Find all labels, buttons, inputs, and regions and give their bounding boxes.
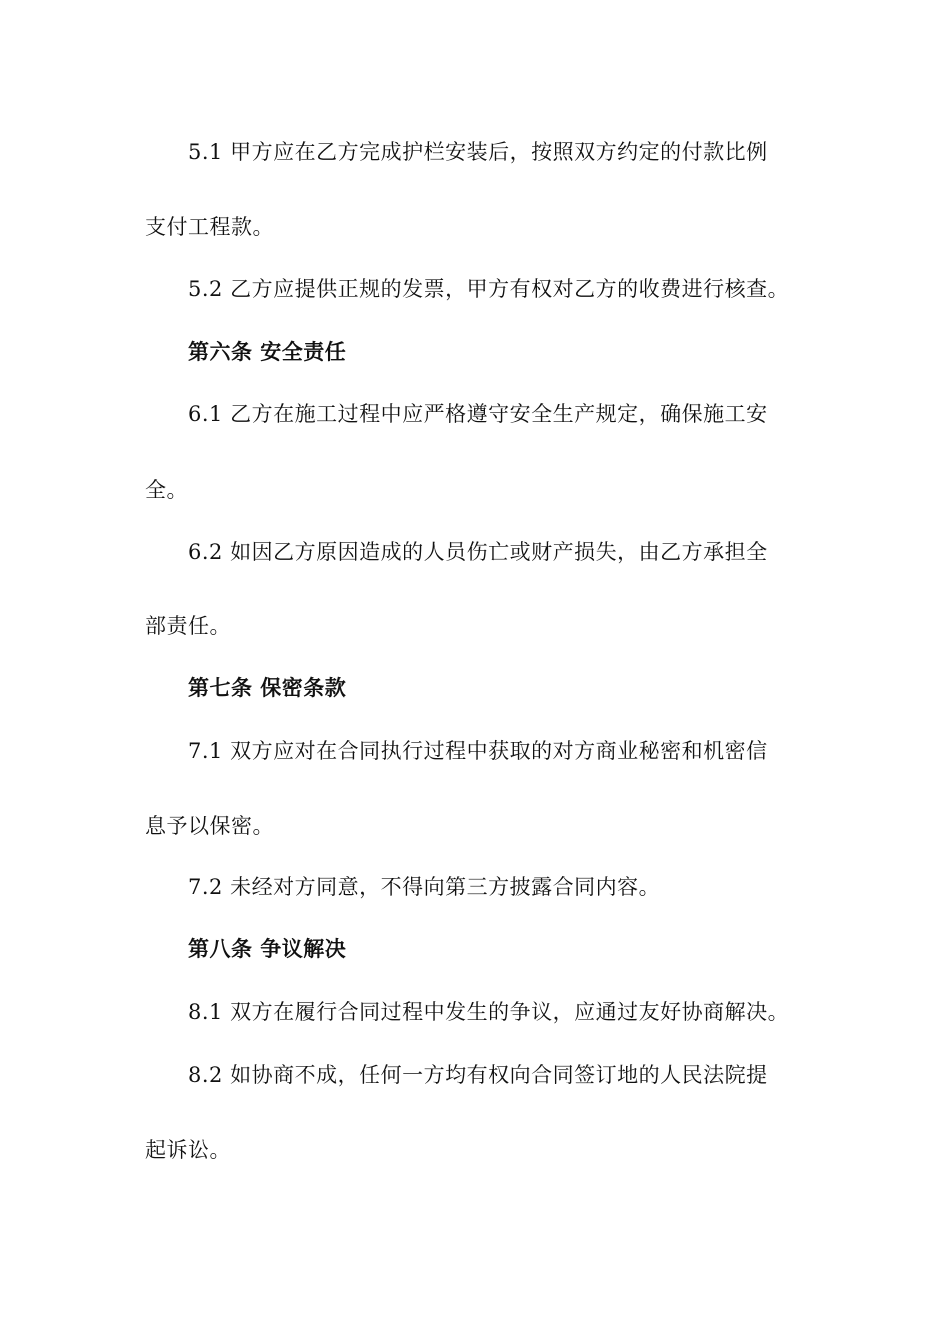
clause-8-2-line-1: 8.2 如协商不成，任何一方均有权向合同签订地的人民法院提 <box>188 1063 768 1087</box>
clause-8-2-line-2: 起诉讼。 <box>145 1138 231 1162</box>
clause-6-1-line-1: 6.1 乙方在施工过程中应严格遵守安全生产规定，确保施工安 <box>188 402 768 426</box>
clause-7-2: 7.2 未经对方同意，不得向第三方披露合同内容。 <box>188 875 661 899</box>
clause-5-1-line-2: 支付工程款。 <box>145 215 274 239</box>
clause-6-1-line-2: 全。 <box>145 478 188 502</box>
clause-5-1-line-1: 5.1 甲方应在乙方完成护栏安装后，按照双方约定的付款比例 <box>188 140 768 164</box>
article-7-heading: 第七条 保密条款 <box>188 676 347 700</box>
clause-7-1-line-2: 息予以保密。 <box>145 814 274 838</box>
article-6-heading: 第六条 安全责任 <box>188 340 347 364</box>
clause-7-1-line-1: 7.1 双方应对在合同执行过程中获取的对方商业秘密和机密信 <box>188 739 768 763</box>
clause-8-1: 8.1 双方在履行合同过程中发生的争议，应通过友好协商解决。 <box>188 1000 790 1024</box>
article-8-heading: 第八条 争议解决 <box>188 937 347 961</box>
clause-6-2-line-1: 6.2 如因乙方原因造成的人员伤亡或财产损失，由乙方承担全 <box>188 540 768 564</box>
clause-5-2: 5.2 乙方应提供正规的发票，甲方有权对乙方的收费进行核查。 <box>188 277 790 301</box>
clause-6-2-line-2: 部责任。 <box>145 614 231 638</box>
